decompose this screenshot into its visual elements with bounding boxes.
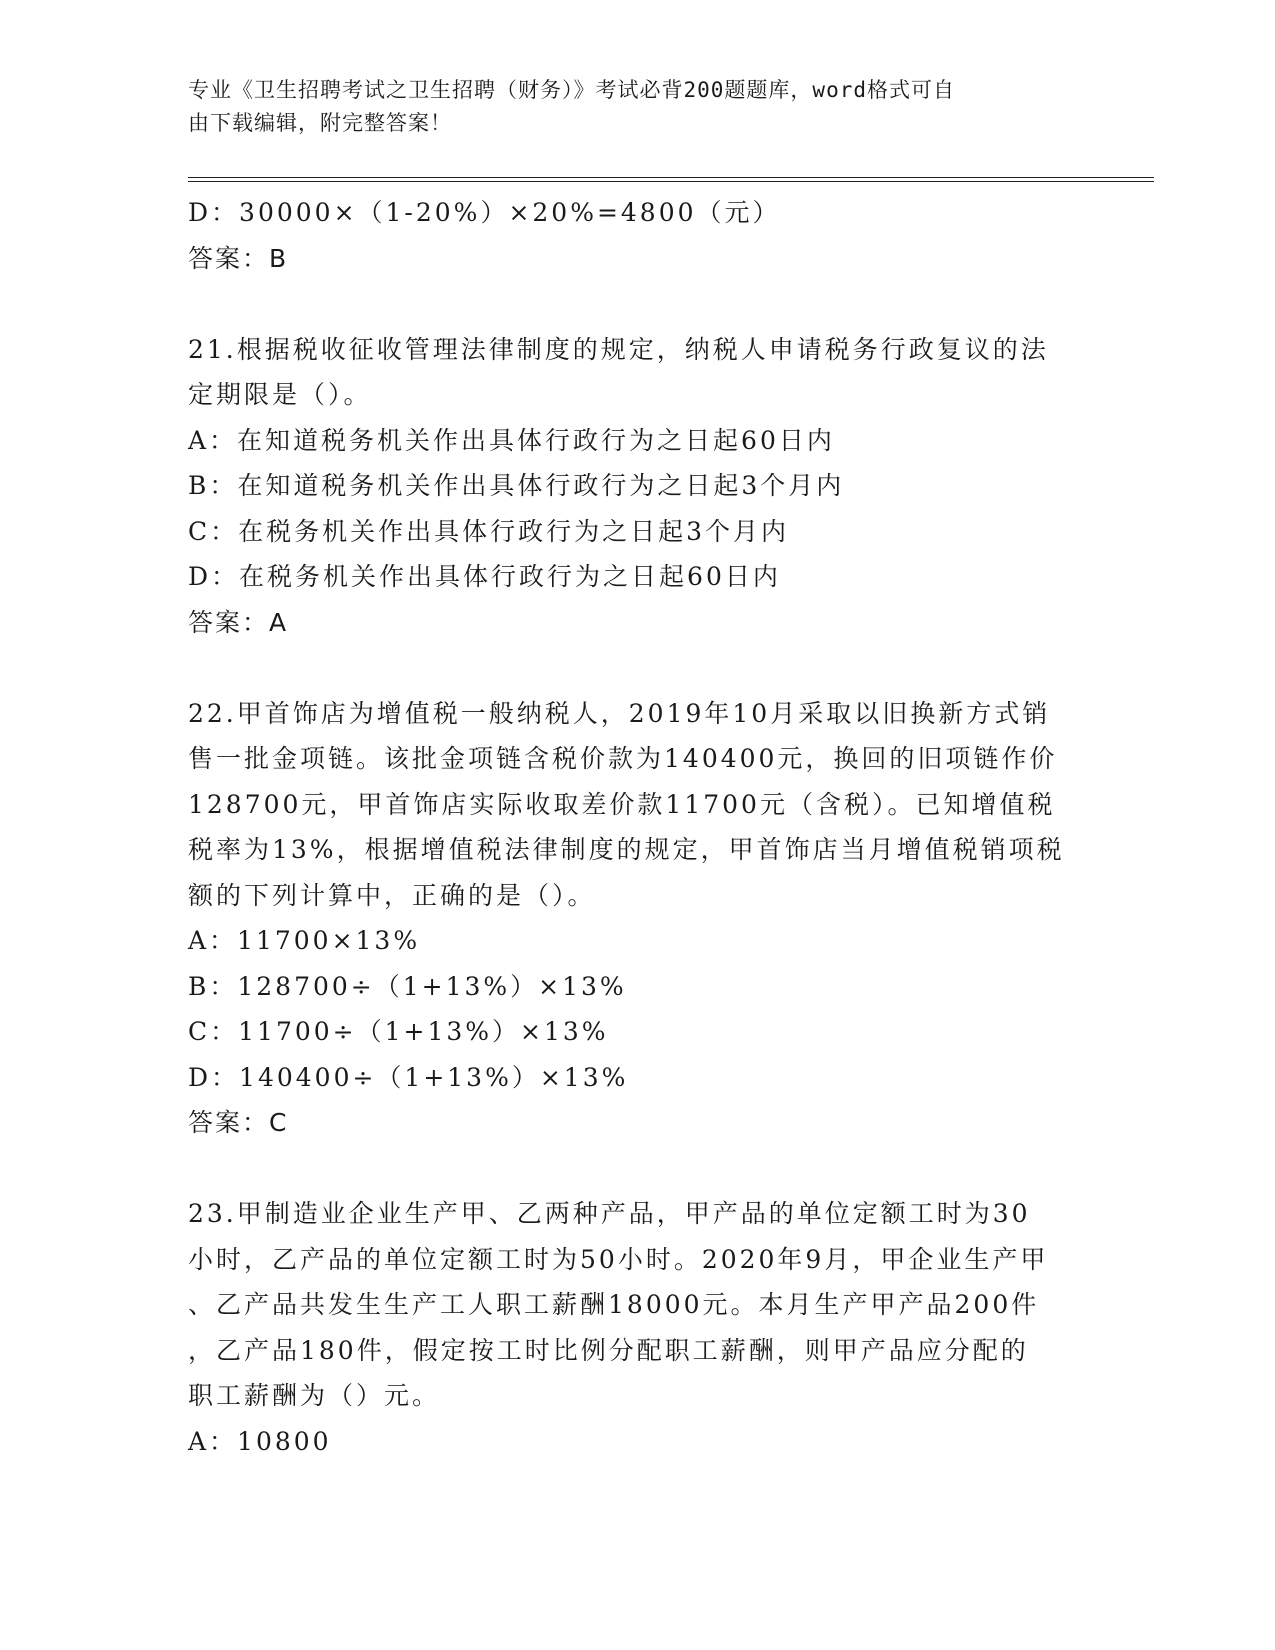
option-c: C：在税务机关作出具体行政行为之日起3个月内 bbox=[188, 516, 790, 546]
option-a: A：在知道税务机关作出具体行政行为之日起60日内 bbox=[188, 425, 835, 455]
question-stem: ，乙产品180件，假定按工时比例分配职工薪酬，则甲产品应分配的 bbox=[188, 1335, 1029, 1365]
question-stem: 额的下列计算中，正确的是（）。 bbox=[188, 880, 596, 910]
answer-line: 答案：B bbox=[188, 243, 289, 273]
previous-question-tail bbox=[188, 190, 1088, 281]
question-stem: 22.甲首饰店为增值税一般纳税人，2019年10月采取以旧换新方式销 bbox=[188, 698, 1051, 728]
question-stem: 小时，乙产品的单位定额工时为50小时。2020年9月，甲企业生产甲 bbox=[188, 1244, 1049, 1274]
answer-line: 答案：A bbox=[188, 607, 289, 637]
option-a: A：10800 bbox=[188, 1426, 332, 1456]
question-stem: 职工薪酬为（）元。 bbox=[188, 1381, 441, 1410]
header-line: 专业《卫生招聘考试之卫生招聘（财务）》考试必背200题题库，word格式可自 bbox=[188, 78, 955, 102]
option-b: B：128700÷（1+13%）×13% bbox=[188, 971, 627, 1001]
answer-line: 答案：C bbox=[188, 1108, 289, 1137]
document-header bbox=[188, 74, 1088, 140]
option-b: B：在知道税务机关作出具体行政行为之日起3个月内 bbox=[188, 471, 845, 500]
question-stem: 税率为13%，根据增值税法律制度的规定，甲首饰店当月增值税销项税 bbox=[188, 835, 1065, 864]
header-line: 由下载编辑，附完整答案！ bbox=[188, 111, 452, 135]
option-d: D：30000×（1-20%）×20%=4800（元） bbox=[188, 198, 781, 227]
question-stem: 定期限是（）。 bbox=[188, 380, 372, 409]
header-divider bbox=[188, 181, 1154, 182]
option-d: D：140400÷（1+13%）×13% bbox=[188, 1062, 629, 1092]
question-21 bbox=[188, 327, 1088, 646]
question-stem: 128700元，甲首饰店实际收取差价款11700元（含税）。已知增值税 bbox=[188, 789, 1056, 819]
option-a: A：11700×13% bbox=[188, 926, 421, 955]
option-d: D：在税务机关作出具体行政行为之日起60日内 bbox=[188, 562, 781, 591]
question-stem: 售一批金项链。该批金项链含税价款为140400元，换回的旧项链作价 bbox=[188, 744, 1058, 773]
option-c: C：11700÷（1+13%）×13% bbox=[188, 1017, 609, 1046]
header-divider bbox=[188, 177, 1154, 178]
question-22 bbox=[188, 691, 1088, 1146]
question-23 bbox=[188, 1191, 1088, 1464]
question-stem: 21.根据税收征收管理法律制度的规定，纳税人申请税务行政复议的法 bbox=[188, 334, 1049, 364]
document-body bbox=[188, 190, 1088, 1464]
question-stem: 、乙产品共发生生产工人职工薪酬18000元。本月生产甲产品200件 bbox=[188, 1290, 1040, 1319]
question-stem: 23.甲制造业企业生产甲、乙两种产品，甲产品的单位定额工时为30 bbox=[188, 1199, 1031, 1228]
